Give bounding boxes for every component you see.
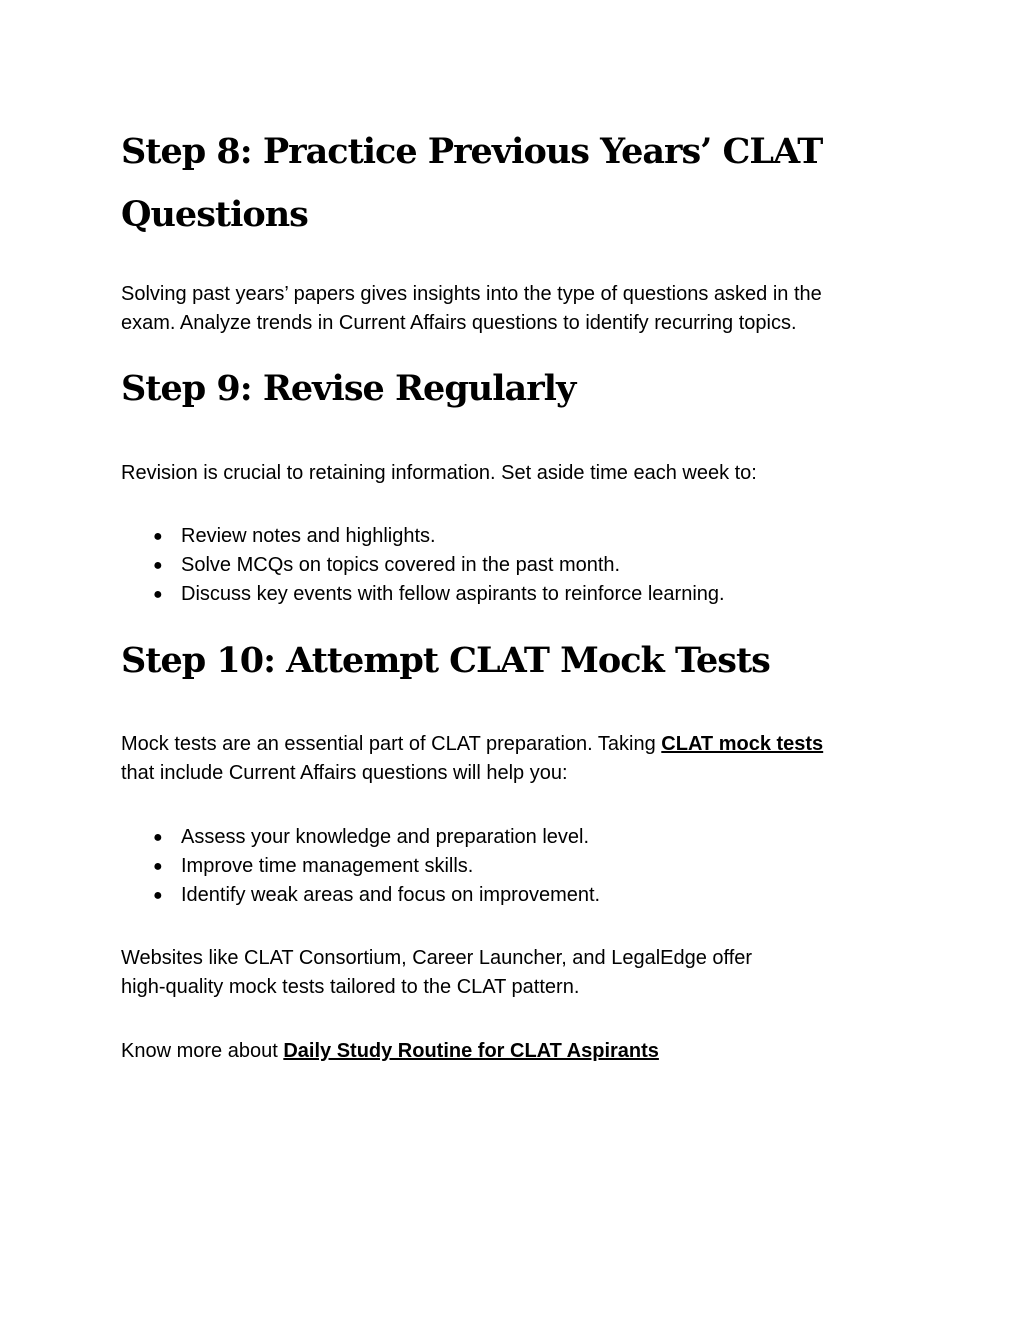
step8-heading-line1: Step 8: Practice Previous Years’ CLAT [121, 131, 823, 172]
daily-study-routine-link[interactable]: Daily Study Routine for CLAT Aspirants [283, 1040, 659, 1062]
websites-paragraph-line1: Websites like CLAT Consortium, Career Launcher, and LegalEdge offer [121, 947, 753, 969]
step10-intro-line2: that include Current Affairs questions will help you: [121, 762, 568, 784]
clat-mock-tests-link[interactable]: CLAT mock tests [661, 733, 824, 755]
know-more-paragraph: Know more about Daily Study Routine for CLAT Aspirants [121, 1040, 659, 1062]
list-item: ● Review notes and highlights. [121, 522, 725, 551]
list-item: ● Assess your knowledge and preparation level. [121, 823, 600, 852]
step10-intro-line1: Mock tests are an essential part of CLAT preparation. Taking CLAT mock tests [121, 733, 824, 755]
step10-bullet-list [121, 823, 600, 910]
step8-heading-line2: Questions [121, 194, 308, 235]
bullet-icon: ● [153, 829, 163, 846]
step9-heading: Step 9: Revise Regularly [121, 368, 576, 409]
step8-heading [121, 120, 901, 246]
bullet-icon: ● [153, 557, 163, 574]
step10-heading: Step 10: Attempt CLAT Mock Tests [121, 640, 770, 681]
step8-paragraph [121, 280, 911, 338]
bullet-icon: ● [153, 887, 163, 904]
websites-paragraph [121, 944, 911, 1002]
websites-paragraph-line2: high-quality mock tests tailored to the CLAT pattern. [121, 976, 580, 998]
bullet-icon: ● [153, 586, 163, 603]
list-item: ● Solve MCQs on topics covered in the past month. [121, 551, 725, 580]
step9-intro: Revision is crucial to retaining information. Set aside time each week to: [121, 462, 757, 484]
step8-paragraph-line2: exam. Analyze trends in Current Affairs questions to identify recurring topics. [121, 312, 797, 334]
bullet-icon: ● [153, 528, 163, 545]
list-item: ● Improve time management skills. [121, 852, 600, 881]
step9-bullet-list [121, 522, 725, 609]
list-item: ● Discuss key events with fellow aspirants to reinforce learning. [121, 580, 725, 609]
bullet-icon: ● [153, 858, 163, 875]
step10-intro [121, 730, 911, 788]
step8-paragraph-line1: Solving past years’ papers gives insights into the type of questions asked in the [121, 283, 822, 305]
list-item: ● Identify weak areas and focus on improvement. [121, 881, 600, 910]
